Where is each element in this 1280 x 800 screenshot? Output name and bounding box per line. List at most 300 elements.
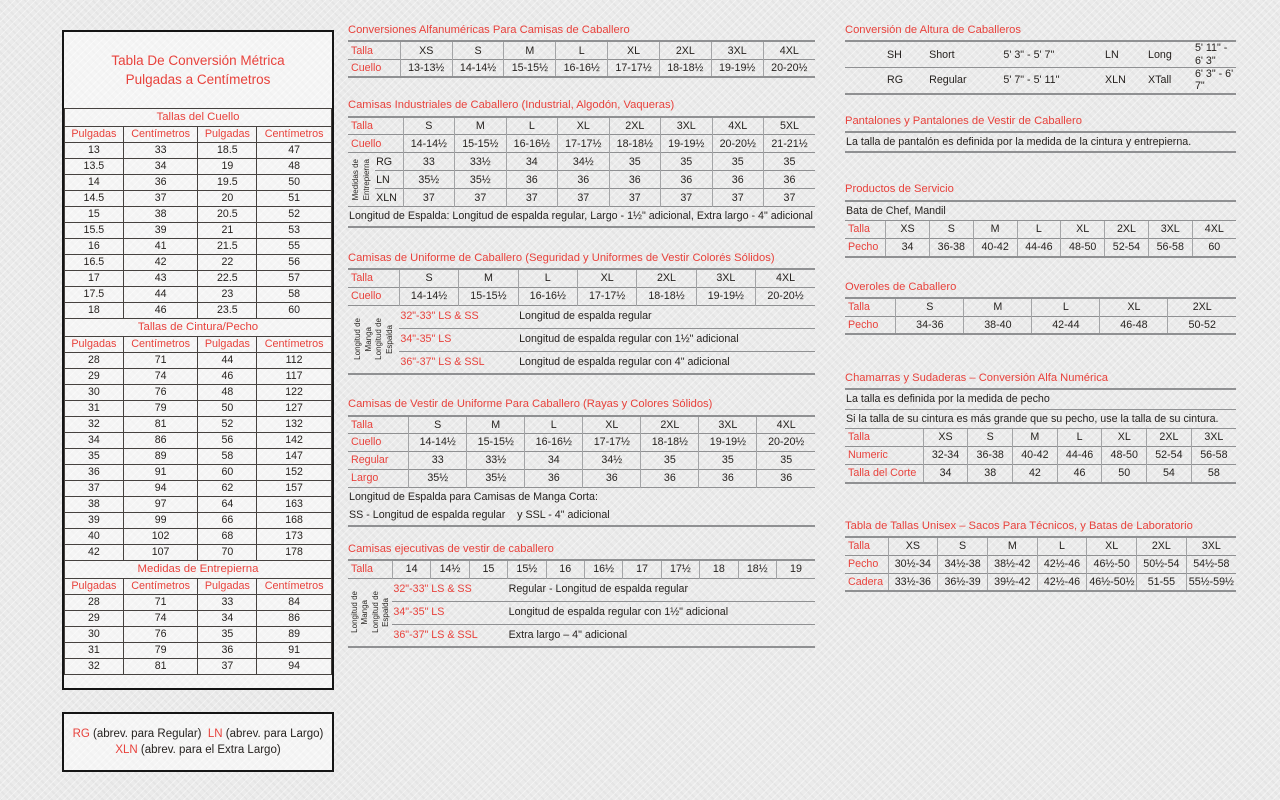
table-title: Overoles de Caballero — [845, 280, 957, 293]
cell: 99 — [123, 512, 198, 528]
cell: 14½ — [431, 560, 469, 578]
sleeve-row — [348, 351, 815, 374]
cell: 40-42 — [1013, 447, 1058, 465]
cell: 2XL — [659, 41, 711, 59]
cell: 48-50 — [1061, 239, 1105, 257]
cell: Pulgadas — [65, 336, 124, 352]
cell: 50-52 — [1168, 316, 1236, 334]
cell: 16-16½ — [518, 287, 577, 305]
side-label-text: Espalda — [381, 597, 391, 627]
cell: M — [1013, 429, 1058, 447]
sleeve-desc: Extra largo – 4" adicional — [508, 624, 815, 647]
table-row — [65, 496, 332, 512]
cell: 35 — [65, 448, 124, 464]
sleeve-range: 36"-37" LS & SSL — [399, 351, 518, 374]
side-label — [348, 153, 375, 207]
table-row — [65, 206, 332, 222]
panel-title-line1: Tabla De Conversión Métrica — [111, 53, 285, 68]
servicio-body — [845, 201, 1236, 257]
cell: 3XL — [1186, 537, 1236, 555]
cell: 36-38 — [968, 447, 1013, 465]
numeric-row — [845, 447, 1236, 465]
cell: 42 — [123, 254, 198, 270]
cell: 36-38 — [929, 239, 973, 257]
cell: 30 — [65, 626, 124, 642]
cell: 127 — [257, 400, 332, 416]
table-row — [65, 142, 332, 158]
cell: 36 — [763, 171, 815, 189]
side-label-text: Espalda — [384, 324, 394, 354]
cell: 23.5 — [198, 302, 257, 318]
cell: 50½-54 — [1137, 555, 1187, 573]
cell: 2XL — [1147, 429, 1192, 447]
cell: 55 — [257, 238, 332, 254]
cell: 17-17½ — [583, 434, 641, 452]
cell: 91 — [123, 464, 198, 480]
table-title: Camisas ejecutivas de vestir de caballero — [348, 542, 554, 555]
cell: 44-46 — [1057, 447, 1102, 465]
cell: 56 — [198, 432, 257, 448]
cell: 31 — [65, 400, 124, 416]
cell: S — [399, 269, 458, 287]
unisex-grid — [845, 536, 1236, 592]
cell: 71 — [123, 594, 198, 610]
cell: 22 — [198, 254, 257, 270]
overoles-body — [845, 298, 1236, 334]
cell: 29 — [65, 610, 124, 626]
cell: 2XL — [1137, 537, 1187, 555]
cell: 17-17½ — [608, 59, 660, 77]
cell: 152 — [257, 464, 332, 480]
cell: 89 — [123, 448, 198, 464]
regular-row — [348, 452, 815, 470]
row-label: Largo — [348, 470, 409, 488]
cell: 55½-59½ — [1186, 573, 1236, 591]
panel-title — [64, 32, 332, 108]
cell: 34-36 — [896, 316, 964, 334]
cell: 16½ — [584, 560, 622, 578]
cell: 20-20½ — [756, 287, 815, 305]
cell: XS — [888, 537, 938, 555]
cell: 16 — [546, 560, 584, 578]
table-title: Conversiones Alfanuméricas Para Camisas de Caballero — [348, 24, 630, 36]
table-row — [65, 254, 332, 270]
rg-row — [348, 153, 815, 171]
cell: 15.5 — [65, 222, 124, 238]
cell: 37 — [506, 189, 557, 207]
section-title-row — [65, 560, 332, 578]
cell: 33 — [409, 452, 467, 470]
cell: 41 — [123, 238, 198, 254]
table-servicio — [845, 183, 1236, 257]
table-row — [65, 512, 332, 528]
cell: 18-18½ — [637, 287, 696, 305]
sleeve-desc: Longitud de espalda regular con 1½" adicional — [508, 601, 815, 624]
cell: 52 — [257, 206, 332, 222]
side-label — [348, 305, 399, 374]
cell: 33 — [123, 142, 198, 158]
cell: XL — [1087, 537, 1137, 555]
note-row — [845, 409, 1236, 428]
cell: 94 — [257, 658, 332, 674]
side-label-text: Longitud de — [370, 591, 380, 634]
cell: 29 — [65, 368, 124, 384]
cell: 37 — [712, 189, 763, 207]
cell: 32-34 — [923, 447, 968, 465]
cell: 14-14½ — [403, 135, 454, 153]
cell: 5' 11" - 6' 3" — [1193, 41, 1236, 67]
cell: 33½-36 — [888, 573, 938, 591]
section-title: Tallas de Cintura/Pecho — [65, 318, 332, 336]
cell: 17-17½ — [558, 135, 609, 153]
cell: 37 — [123, 190, 198, 206]
cell: 18 — [65, 302, 124, 318]
row-label: Talla — [348, 416, 409, 434]
cell: 112 — [257, 352, 332, 368]
cell: 3XL — [1148, 221, 1192, 239]
table-row — [65, 464, 332, 480]
cell: 35 — [661, 153, 712, 171]
cell: 46½-50½ — [1087, 573, 1137, 591]
cell: 91 — [257, 642, 332, 658]
table-row — [65, 594, 332, 610]
altura-grid — [845, 40, 1236, 94]
cell: 147 — [257, 448, 332, 464]
sleeve-range: 36"-37" LS & SSL — [392, 624, 507, 647]
side-label-text: Entrepierna — [362, 159, 372, 201]
row-label: Cuello — [348, 135, 403, 153]
sleeve-row — [348, 328, 815, 351]
xln-row — [348, 189, 815, 207]
cell: 3XL — [1191, 429, 1236, 447]
table-row — [65, 658, 332, 674]
cell: L — [556, 41, 608, 59]
talla-row — [348, 416, 815, 434]
cell: 37 — [403, 189, 454, 207]
pecho-row — [845, 555, 1236, 573]
row-label: Pecho — [845, 316, 896, 334]
cell: 37 — [661, 189, 712, 207]
cell: 89 — [257, 626, 332, 642]
cell: 38 — [65, 496, 124, 512]
footer-row — [348, 207, 815, 227]
cell: 157 — [257, 480, 332, 496]
cell: 34½ — [583, 452, 641, 470]
cell: 117 — [257, 368, 332, 384]
cell: 18 — [700, 560, 738, 578]
table-row — [65, 222, 332, 238]
table-title: Camisas de Vestir de Uniforme Para Caballero (Rayas y Colores Sólidos) — [348, 398, 713, 411]
sleeve-range: 32"-33" LS & SS — [399, 305, 518, 328]
side-label — [348, 578, 392, 647]
cell: 37 — [609, 189, 660, 207]
cell: 56-58 — [1191, 447, 1236, 465]
table-row — [845, 41, 1236, 67]
cell: 74 — [123, 368, 198, 384]
cell: XL — [1100, 298, 1168, 316]
cell: 46½-50 — [1087, 555, 1137, 573]
table-row — [845, 68, 1236, 94]
cell: 36 — [558, 171, 609, 189]
table-row — [65, 384, 332, 400]
table-altura — [845, 24, 1236, 95]
table-row — [65, 158, 332, 174]
footer-row — [348, 506, 815, 525]
cell: 36 — [757, 470, 815, 488]
cell: M — [987, 537, 1037, 555]
cell: 178 — [257, 544, 332, 560]
table-unisex — [845, 520, 1236, 592]
cell: 20-20½ — [763, 59, 815, 77]
talla-row — [348, 269, 815, 287]
cell: 14 — [65, 174, 124, 190]
cell: 76 — [123, 626, 198, 642]
cell: 3XL — [661, 117, 712, 135]
cell: 19-19½ — [661, 135, 712, 153]
cell: 35 — [641, 452, 699, 470]
cell: 34 — [886, 239, 930, 257]
table-row — [65, 238, 332, 254]
cell: 37 — [198, 658, 257, 674]
cell: 34 — [65, 432, 124, 448]
cell: 3XL — [696, 269, 755, 287]
cell: 34 — [923, 465, 968, 483]
chamarras-grid — [845, 388, 1236, 483]
cell: Centímetros — [123, 578, 198, 594]
talla-row — [348, 41, 815, 59]
cell: 52-54 — [1147, 447, 1192, 465]
cell: M — [964, 298, 1032, 316]
table-pantalones — [845, 115, 1236, 154]
cell: 40-42 — [973, 239, 1017, 257]
sleeve-desc: Longitud de espalda regular con 4" adicional — [518, 351, 815, 374]
cell: 32 — [65, 416, 124, 432]
cell: 60 — [257, 302, 332, 318]
cell: S — [452, 41, 504, 59]
cell: S — [968, 429, 1013, 447]
cell: XL — [608, 41, 660, 59]
cell: 81 — [123, 658, 198, 674]
sleeve-range: 34"-35" LS — [399, 328, 518, 351]
cell: 36 — [641, 470, 699, 488]
section-title: Tallas del Cuello — [65, 108, 332, 126]
cell: 60 — [1192, 239, 1236, 257]
cell: 18-18½ — [641, 434, 699, 452]
table-overoles — [845, 281, 1236, 335]
cell: 132 — [257, 416, 332, 432]
cell: XS — [886, 221, 930, 239]
cell: 46 — [123, 302, 198, 318]
sleeve-row — [348, 305, 815, 328]
cell: 48 — [257, 158, 332, 174]
cell: 20.5 — [198, 206, 257, 222]
side-label-text: Longitud de — [374, 318, 384, 361]
cell: 74 — [123, 610, 198, 626]
cell: 28 — [65, 352, 124, 368]
unisex-body — [845, 537, 1236, 591]
cell: L — [1057, 429, 1102, 447]
cell: 56 — [257, 254, 332, 270]
cell: 46 — [1057, 465, 1102, 483]
cell: XL — [1061, 221, 1105, 239]
cell: 23 — [198, 286, 257, 302]
legend-text-ln: (abrev. para Largo) — [222, 728, 324, 740]
row-label: Pecho — [845, 239, 886, 257]
row-label: Talla — [845, 429, 923, 447]
cell: Pulgadas — [198, 578, 257, 594]
cell: 34 — [525, 452, 583, 470]
cuello-row — [348, 434, 815, 452]
cell: 13.5 — [65, 158, 124, 174]
talla-row — [845, 298, 1236, 316]
cell: 15 — [469, 560, 507, 578]
cell: 33 — [198, 594, 257, 610]
cell: LN — [1103, 41, 1146, 67]
section-title-row — [65, 318, 332, 336]
cell: 86 — [123, 432, 198, 448]
cell: 42-44 — [1032, 316, 1100, 334]
cell: 13 — [65, 142, 124, 158]
cell: 16.5 — [65, 254, 124, 270]
cell: 33½ — [455, 153, 506, 171]
cell: 6' 3" - 6' 7" — [1193, 68, 1236, 94]
side-label-text: Longitud de — [349, 591, 359, 634]
table-row — [65, 400, 332, 416]
cell: XL — [558, 117, 609, 135]
cell: 44-46 — [1017, 239, 1061, 257]
cell: 44 — [123, 286, 198, 302]
table-row — [65, 544, 332, 560]
talla-row — [845, 537, 1236, 555]
cell: S — [409, 416, 467, 434]
cell: 20-20½ — [712, 135, 763, 153]
cell: 52-54 — [1105, 239, 1149, 257]
alfanumericas-body — [348, 41, 815, 77]
section-entrepierna — [65, 560, 332, 674]
cell: 68 — [198, 528, 257, 544]
row-label: Cadera — [845, 573, 888, 591]
cell: M — [467, 416, 525, 434]
cell: 62 — [198, 480, 257, 496]
cell: Pulgadas — [198, 336, 257, 352]
cell: 66 — [198, 512, 257, 528]
table-title: Conversión de Altura de Caballeros — [845, 24, 1021, 36]
cell: 15-15½ — [504, 59, 556, 77]
table-row — [65, 610, 332, 626]
cell: 17 — [65, 270, 124, 286]
cell: 35½ — [403, 171, 454, 189]
overoles-grid — [845, 297, 1236, 335]
cell: 2XL — [1168, 298, 1236, 316]
cell: 22.5 — [198, 270, 257, 286]
cell: 35½ — [409, 470, 467, 488]
footer-row — [348, 488, 815, 507]
table-chamarras — [845, 372, 1236, 484]
conversion-table — [64, 108, 332, 675]
row-label: LN — [375, 171, 403, 189]
cell: 36 — [583, 470, 641, 488]
cell: 36 — [661, 171, 712, 189]
cell: 163 — [257, 496, 332, 512]
cell: 40 — [65, 528, 124, 544]
right-column — [845, 24, 1236, 592]
talla-row — [348, 560, 815, 578]
cell: 4XL — [757, 416, 815, 434]
row-label: Pecho — [845, 555, 888, 573]
cell: S — [938, 537, 988, 555]
cell: Pulgadas — [65, 126, 124, 142]
pecho-row — [845, 316, 1236, 334]
cell: XL — [583, 416, 641, 434]
cell: 19-19½ — [699, 434, 757, 452]
section-cintura-pecho — [65, 318, 332, 560]
cell: M — [455, 117, 506, 135]
corte-row — [845, 465, 1236, 483]
note-text: La talla es definida por la medida de pecho — [845, 389, 1236, 409]
cell: 16-16½ — [525, 434, 583, 452]
cell: XS — [923, 429, 968, 447]
cell: 30½-34 — [888, 555, 938, 573]
cell: 17 — [623, 560, 661, 578]
footer-note: Longitud de Espalda para Camisas de Manga Corta: — [348, 488, 815, 507]
table-row — [65, 270, 332, 286]
cell: 21-21½ — [763, 135, 815, 153]
note-row — [845, 389, 1236, 409]
cell: 39 — [123, 222, 198, 238]
cell: 14-14½ — [452, 59, 504, 77]
cell: 43 — [123, 270, 198, 286]
cell: 36½-39 — [938, 573, 988, 591]
cuello-row — [348, 59, 815, 77]
cell: 3XL — [699, 416, 757, 434]
table-title: Pantalones y Pantalones de Vestir de Caballero — [845, 114, 1082, 127]
cell: 34 — [198, 610, 257, 626]
cell: 48 — [198, 384, 257, 400]
table-row — [65, 642, 332, 658]
abbr-ln: LN — [207, 728, 223, 740]
cell: SH — [845, 41, 927, 67]
cell: 16 — [65, 238, 124, 254]
cell: 47 — [257, 142, 332, 158]
row-label: Talla del Corte — [845, 465, 923, 483]
cell: XL — [577, 269, 636, 287]
cell: 84 — [257, 594, 332, 610]
cell: 2XL — [1105, 221, 1149, 239]
cell: 36 — [198, 642, 257, 658]
cell: 173 — [257, 528, 332, 544]
uniforme-body — [348, 269, 815, 374]
cell: 36 — [609, 171, 660, 189]
abbr-rg: RG — [72, 728, 90, 740]
cell: 79 — [123, 642, 198, 658]
side-label-text: Longitud de — [353, 318, 362, 361]
cell: 54 — [1147, 465, 1192, 483]
legend-line1 — [64, 728, 332, 740]
cell: 35 — [712, 153, 763, 171]
cell: S — [403, 117, 454, 135]
table-vestir-uniforme — [348, 398, 815, 527]
side-label-text: Manga — [363, 327, 373, 352]
sleeve-range: 34"-35" LS — [392, 601, 507, 624]
cell: 71 — [123, 352, 198, 368]
cell: 37 — [763, 189, 815, 207]
cell: 36 — [506, 171, 557, 189]
row-label: Talla — [845, 298, 896, 316]
cell: Centímetros — [257, 336, 332, 352]
panel-title-line2: Pulgadas a Centímetros — [125, 71, 271, 87]
section-title: Medidas de Entrepierna — [65, 560, 332, 578]
row-label: Talla — [348, 117, 403, 135]
